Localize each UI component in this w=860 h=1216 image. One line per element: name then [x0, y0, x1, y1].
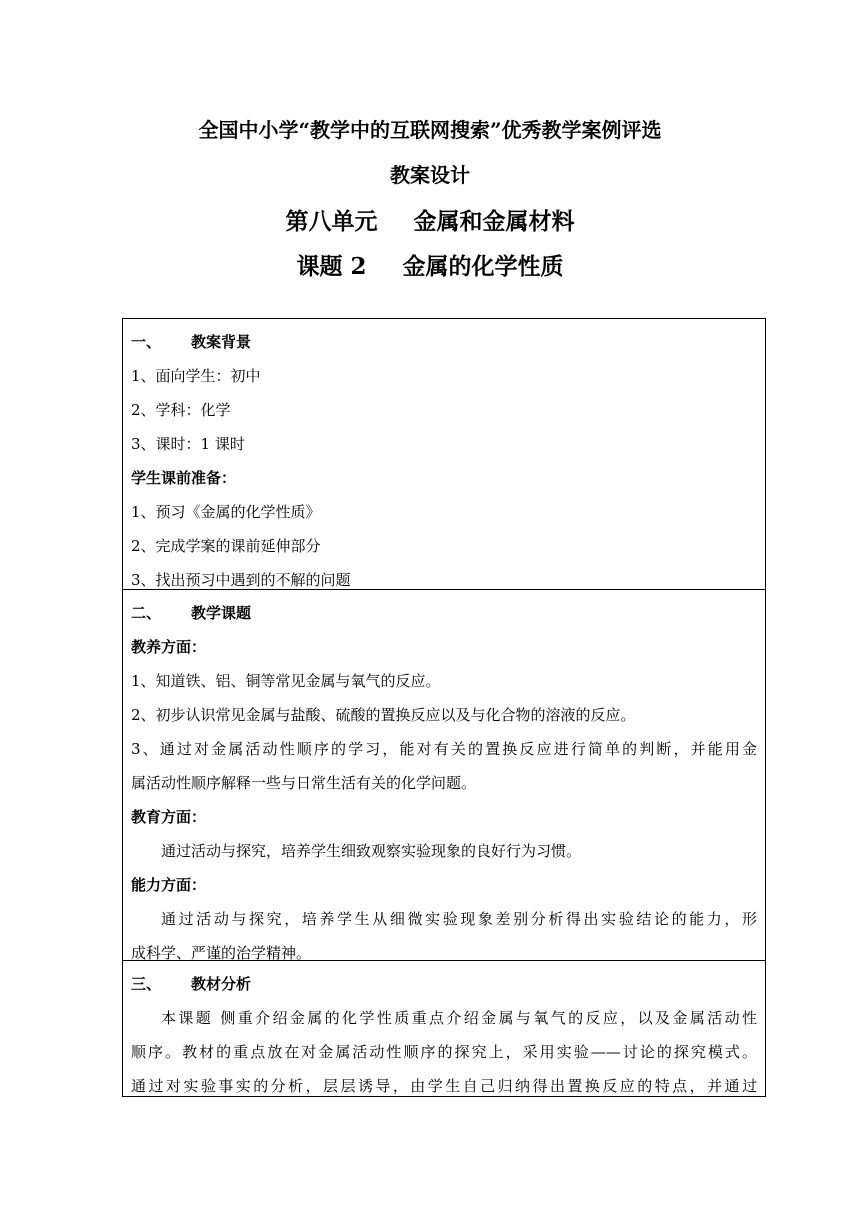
paragraph: 通过活动与探究，培养学生细致观察实验现象的良好行为习惯。: [161, 842, 582, 860]
paragraph: 通过活动与探究，培养学生从细微实验现象差别分析得出实验结论的能力，形: [161, 910, 757, 928]
section-number: 二、: [131, 604, 162, 622]
lesson-number: 课题 2: [296, 253, 367, 280]
list-item: 1、面向学生：初中: [131, 367, 261, 385]
paragraph-continuation: 成科学、严谨的治学精神。: [131, 944, 312, 962]
lesson-plan-table: [122, 318, 766, 1097]
paragraph-continuation: 通过对实验事实的分析，层层诱导，由学生自己归纳得出置换反应的特点，并通过: [131, 1077, 757, 1095]
subsection-title: 教育方面：: [131, 808, 207, 826]
list-item-continuation: 属活动性顺序解释一些与日常生活有关的化学问题。: [131, 774, 477, 792]
list-item: 3、课时：1 课时: [131, 435, 245, 453]
list-item: 2、初步认识常见金属与盐酸、硫酸的置换反应以及与化合物的溶液的反应。: [131, 706, 636, 724]
section-number: 三、: [131, 975, 162, 993]
unit-name: 金属和金属材料: [413, 208, 575, 235]
section-material: [123, 961, 765, 1096]
list-item: 1、预习《金属的化学性质》: [131, 503, 321, 521]
section-topic: [123, 590, 765, 961]
lesson-name: 金属的化学性质: [402, 253, 564, 280]
section-title: 教材分析: [191, 975, 252, 993]
document-subtitle: 教案设计: [390, 163, 470, 187]
paragraph: 本课题 侧重介绍金属的化学性质重点介绍金属与氧气的反应，以及金属活动性: [161, 1009, 757, 1027]
list-item: 3、找出预习中遇到的不解的问题: [131, 571, 351, 589]
paragraph-continuation: 顺序。教材的重点放在对金属活动性顺序的探究上，采用实验——讨论的探究模式。: [131, 1043, 757, 1061]
list-item: 1、知道铁、铝、铜等常见金属与氧气的反应。: [131, 672, 441, 690]
section-title: 教学课题: [191, 604, 252, 622]
section-title: 教案背景: [191, 333, 252, 351]
section-heading: [131, 596, 765, 630]
subsection-title: 教养方面：: [131, 638, 207, 656]
list-item: 2、学科：化学: [131, 401, 231, 419]
document-title: 全国中小学“教学中的互联网搜索”优秀教学案例评选: [198, 118, 662, 142]
section-background: [123, 319, 765, 590]
list-item: 2、完成学案的课前延伸部分: [131, 537, 321, 555]
section-heading: [131, 325, 765, 359]
lesson-heading: [0, 248, 860, 281]
list-item: 3、通过对金属活动性顺序的学习，能对有关的置换反应进行简单的判断，并能用金: [131, 740, 757, 758]
subsection-title: 能力方面：: [131, 876, 207, 894]
section-number: 一、: [131, 333, 162, 351]
unit-heading: [0, 203, 860, 236]
unit-number: 第八单元: [285, 208, 378, 235]
subsection-title: 学生课前准备：: [131, 469, 237, 487]
section-heading: [131, 967, 765, 1001]
